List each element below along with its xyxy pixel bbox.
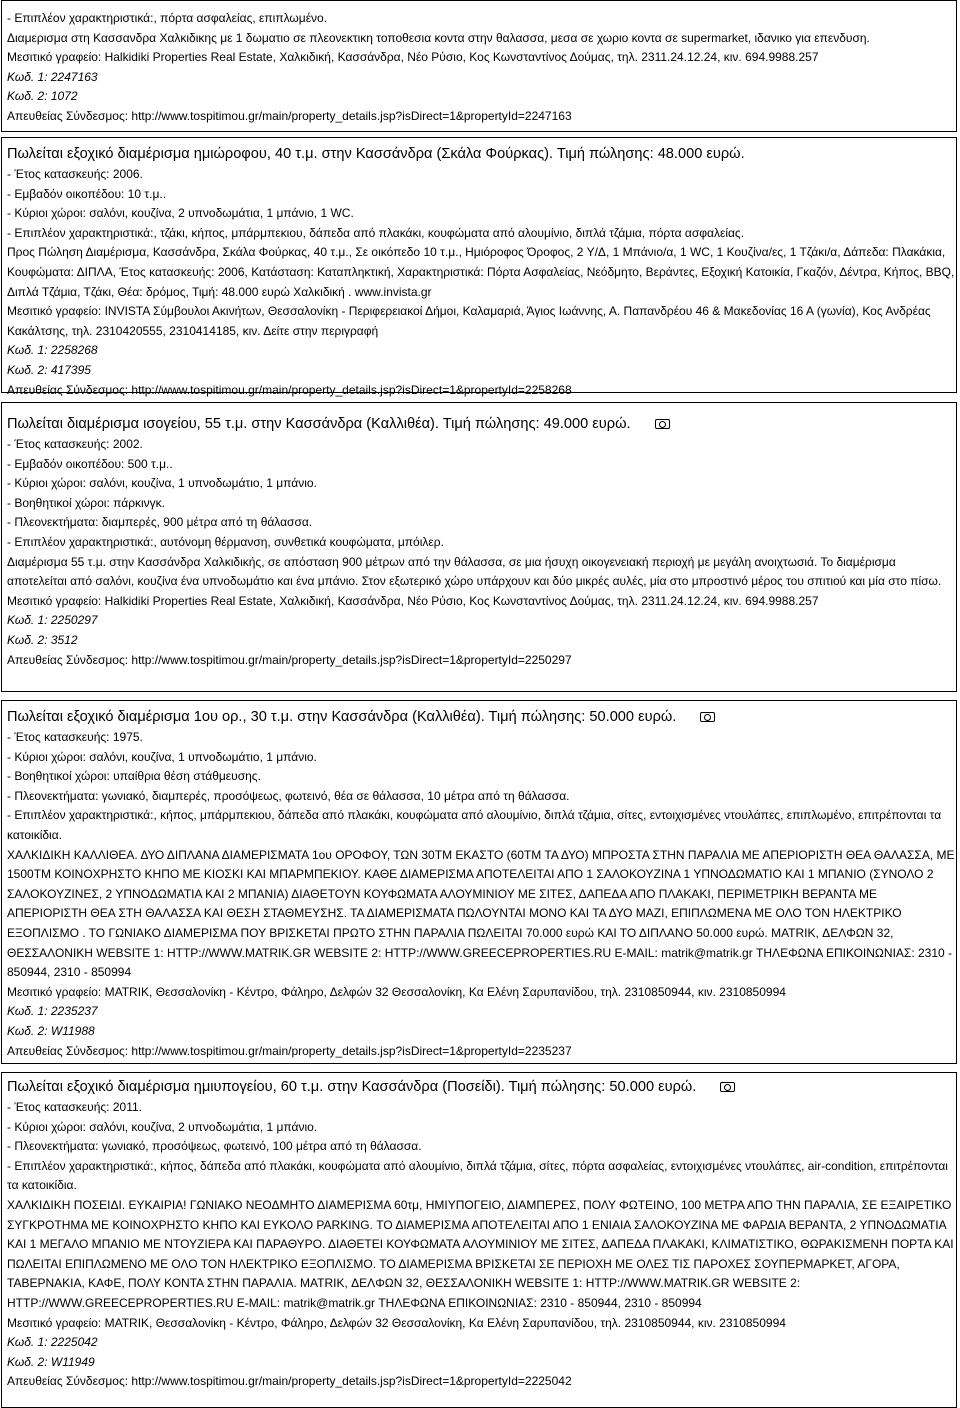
agency-info: Μεσιτικό γραφείο: Halkidiki Properties Real Estate, Χαλκιδική, Κασσάνδρα, Νέο Ρύσιο, Κος Κωνσταντίνος Δούμας, τηλ. 2311.24.12.24, κιν. 694.9988.257	[7, 593, 819, 608]
advantages: - Πλεονεκτήματα: διαμπερές, 900 μέτρα από τη θάλασσα.	[7, 515, 313, 530]
extra-features: - Επιπλέον χαρακτηριστικά:, κήπος, μπάρμπεκιου, δάπεδα από πλακάκι, κουφώματα από αλουμίνιο, διπλά τζάμια, σίτες, εντοιχισμένες ντουλάπες, επιπλωμένο, επιτρέπονται τα κατοικίδια.	[7, 808, 942, 842]
build-year: - Έτος κατασκευής: 2006.	[7, 167, 143, 181]
code-1: Κωδ. 1: 2247163	[7, 69, 98, 84]
auxiliary-rooms: - Βοηθητικοί χώροι: υπαίθρια θέση στάθμευσης.	[7, 769, 261, 784]
build-year: - Έτος κατασκευής: 2002.	[7, 437, 143, 451]
listing-description: ΧΑΛΚΙΔΙΚΗ ΠΟΣΕΙΔΙ. ΕΥΚΑΙΡΙΑ! ΓΩΝΙΑΚΟ ΝΕΟΔΜΗΤΟ ΔΙΑΜΕΡΙΣΜΑ 60τμ, ΗΜΙΥΠΟΓΕΙΟ, ΔΙΑΜΠΕΡΕΣ, ΠΟΛΥ ΦΩΤΕΙΝΟ, 100 ΜΕΤΡΑ ΑΠΟ ΤΗΝ ΠΑΡΑΛΙΑ, ΣΕ ΕΞΑΙΡΕΤΙΚΟ ΣΥΓΚΡΟΤΗΜΑ ΜΕ ΚΟΙΝΟΧΡΗΣΤΟ ΚΗΠΟ ΚΑΙ ΕΥΚΟΛΟ PARKING. ΤΟ ΔΙΑΜΕΡΙΣΜΑ ΑΠΟΤΕΛΕΙΤΑΙ ΑΠΟ 1 ΕΝΙΑΙΑ ΣΑΛΟΚΟΥΖΙΝΑ ΜΕ ΦΑΡΔΙΑ ΒΕΡΑΝΤΑ, 2 ΥΠΝΟΔΩΜΑΤΙΑ ΚΑΙ 1 ΜΕΓΑΛΟ ΜΠΑΝΙΟ ΜΕ ΝΤΟΥΖΙΕΡΑ ΚΑΙ ΠΑΡΑΘΥΡΟ. ΔΙΑΘΕΤΕΙ ΚΟΥΦΩΜΑΤΑ ΑΛΟΥΜΙΝΙΟΥ ΜΕ ΣΙΤΕΣ, ΔΑΠΕΔΑ ΠΛΑΚΑΚΙ, ΚΛΙΜΑΤΙΣΤΙΚΟ, ΘΩΡΑΚΙΣΜΕΝΗ ΠΟΡΤΑ ΚΑΙ ΠΩΛΕΙΤΑΙ ΕΠΙΠΛΩΜΕΝΟ ΜΕ ΟΛΟ ΤΟΝ ΗΛΕΚΤΡΙΚΟ ΕΞΟΠΛΙΣΜΟ. ΤΟ ΔΙΑΜΕΡΙΣΜΑ ΒΡΙΣΚΕΤΑΙ ΣΕ ΠΕΡΙΟΧΗ ΜΕ ΟΛΕΣ ΤΙΣ ΠΑΡΟΧΕΣ ΣΟΥΠΕΡΜΑΡΚΕΤ, ΑΓΟΡΑ, ΤΑΒΕΡΝΑΚΙΑ, ΚΑΦΕ, ΠΟΛΥ ΚΟΝΤΑ ΣΤΗΝ ΠΑΡΑΛΙΑ. MATRIK, ΔΕΛΦΩΝ 32, ΘΕΣΣΑΛΟΝΙΚΗ WEBSITE 1: HTTP://WWW.MATRIK.GR WEBSITE 2: HTTP://WWW.GREECEPROPERTIES.RU E-MAIL: matrik@matrik.gr ΤΗΛΕΦΩΝΑ ΕΠΙΚΟΙΝΩΝΙΑΣ: 2310 - 850944, 2310 - 850994	[7, 1197, 954, 1310]
extra-features: - Επιπλέον χαρακτηριστικά:, κήπος, δάπεδα από πλακάκι, κουφώματα από αλουμίνιο, διπλά τζάμια, σίτες, πόρτα ασφαλείας, εντοιχισμένες ντουλάπες, air-condition, επιτρέπονται τα κατοικίδια.	[7, 1158, 948, 1193]
listing-description: ΧΑΛΚΙΔΙΚΗ ΚΑΛΛΙΘΕΑ. ΔΥΟ ΔΙΠΛΑΝΑ ΔΙΑΜΕΡΙΣΜΑΤΑ 1ου ΟΡΟΦΟΥ, ΤΩΝ 30ΤΜ ΕΚΑΣΤΟ (60ΤΜ ΤΑ ΔΥΟ) ΜΠΡΟΣΤΑ ΣΤΗΝ ΠΑΡΑΛΙΑ ΜΕ ΑΠΕΡΙΟΡΙΣΤΗ ΘΕΑ ΘΑΛΑΣΣΑ, ΜΕ 1500ΤΜ ΚΟΙΝΟΧΡΗΣΤΟ ΚΗΠΟ ΜΕ ΚΙΟΣΚΙ ΚΑΙ ΜΠΑΡΜΠΕΚΙΟΥ. ΚΑΘΕ ΔΙΑΜΕΡΙΣΜΑ ΑΠΟΤΕΛΕΙΤΑΙ ΑΠΟ 1 ΣΑΛΟΚΟΥΖΙΝΑ 1 ΥΠΝΟΔΩΜΑΤΙΟ ΚΑΙ 1 ΜΠΑΝΙΟ (ΣΥΝΟΛΟ 2 ΣΑΛΟΚΟΥΖΙΝΕΣ, 2 ΥΠΝΟΔΩΜΑΤΙΑ ΚΑΙ 2 ΜΠΑΝΙΑ) ΔΙΑΘΕΤΟΥΝ ΚΟΥΦΩΜΑΤΑ ΑΛΟΥΜΙΝΙΟΥ ΜΕ ΣΙΤΕΣ, ΔΑΠΕΔΑ ΑΠΟ ΠΛΑΚΑΚΙ, ΠΕΡΙΜΕΤΡΙΚΗ ΒΕΡΑΝΤΑ ΜΕ ΑΠΕΡΙΟΡΙΣΤΗ ΘΕΑ ΣΤΗ ΘΑΛΑΣΣΑ ΚΑΙ ΘΕΣΗ ΣΤΑΘΜΕΥΣΗΣ. ΤΑ ΔΙΑΜΕΡΙΣΜΑΤΑ ΠΩΛΟΥΝΤΑΙ ΜΟΝΟ ΚΑΙ ΤΑ ΔΥΟ ΜΑΖΙ, ΕΠΙΠΛΩΜΕΝΑ ΜΕ ΟΛΟ ΤΟΝ ΗΛΕΚΤΡΙΚΟ ΕΞΟΠΛΙΣΜΟ . ΤΟ ΓΩΝΙΑΚΟ ΔΙΑΜΕΡΙΣΜΑ ΠΟΥ ΒΡΙΣΚΕΤΑΙ ΠΡΩΤΟ ΣΤΗΝ ΠΑΡΑΛΙΑ ΠΩΛΕΙΤΑΙ 70.000 ευρώ ΚΑΙ ΤΟ ΔΙΠΛΑΝΟ 50.000 ευρώ. MATRIK, ΔΕΛΦΩΝ 32, ΘΕΣΣΑΛΟΝΙΚΗ WEBSITE 1: HTTP://WWW.MATRIK.GR WEBSITE 2: HTTP://WWW.GREECEPROPERTIES.RU E-MAIL: matrik@matrik.gr ΤΗΛΕΦΩΝΑ ΕΠΙΚΟΙΝΩΝΙΑΣ: 2310 - 850944, 2310 - 850994	[7, 847, 955, 980]
code-1: Κωδ. 1: 2235237	[7, 1004, 98, 1019]
camera-icon[interactable]	[700, 712, 715, 722]
main-rooms: - Κύριοι χώροι: σαλόνι, κουζίνα, 1 υπνοδωμάτιο, 1 μπάνιο.	[7, 749, 317, 764]
code-2: Κωδ. 2: W11988	[7, 1023, 95, 1038]
listing-title-text: Πωλείται εξοχικό διαμέρισμα 1ου ορ., 30 τ.μ. στην Κασσάνδρα (Καλλιθέα). Τιμή πώλησης: 50.000 ευρώ.	[7, 709, 677, 725]
agency-info: Μεσιτικό γραφείο: INVISTA Σύμβουλοι Ακινήτων, Θεσσαλονίκη - Περιφερειακοί Δήμοι, Καλαμαριά, Άγιος Ιωάννης, Α. Παπανδρέου 46 & Μακεδονίας 16 Α (γωνία), Κος Ανδρέας Κακάλτσης, τηλ. 2310420555, 2310414185, κιν. Δείτε στην περιγραφή	[7, 304, 931, 338]
plot-area: - Εμβαδόν οικοπέδου: 10 τ.μ..	[7, 186, 167, 201]
listing-description: Προς Πώληση Διαμέρισμα, Κασσάνδρα, Σκάλα Φούρκας, 40 τ.μ., Σε οικόπεδο 10 τ.μ., Ημιόροφος Όροφος, 2 Υ/Δ, 1 Μπάνιο/α, 1 WC, 1 Κουζίνα/ες, 1 Τζάκι/α, Δάπεδα: Πλακάκια, Κουφώματα: ΔΙΠΛΑ, Έτος κατασκευής: 2006, Κατάσταση: Καταπληκτική, Χαρακτηριστικά: Πόρτα Ασφαλείας, Νεόδμητο, Βεράντες, Εξοχική Κατοικία, Γκαζόν, Δέντρα, Κήπος, BBQ, Διπλά Τζάμια, Τζάκι, Θέα: δρόμος, Τιμή: 48.000 ευρώ Χαλκιδική . www.invista.gr	[7, 245, 955, 299]
listing-title[interactable]	[7, 413, 956, 435]
listing-title[interactable]	[7, 706, 956, 728]
listing-title-text: Πωλείται διαμέρισμα ισογείου, 55 τ.μ. στην Κασσάνδρα (Καλλιθέα). Τιμή πώλησης: 49.000 ευρώ.	[7, 416, 631, 432]
code-2: Κωδ. 2: 417395	[7, 362, 91, 377]
listing-card	[1, 700, 957, 1064]
direct-link[interactable]: Απευθείας Σύνδεσμος: http://www.tospitimou.gr/main/property_details.jsp?isDirect=1&propertyId=2247163	[7, 108, 572, 123]
listing-title[interactable]: Πωλείται εξοχικό διαμέρισμα ημιώροφου, 40 τ.μ. στην Κασσάνδρα (Σκάλα Φούρκας). Τιμή πώλησης: 48.000 ευρώ.	[7, 146, 745, 162]
code-1: Κωδ. 1: 2258268	[7, 343, 98, 358]
listing-title[interactable]	[7, 1076, 956, 1098]
agency-line: Μεσιτικό γραφείο: Halkidiki Properties Real Estate, Χαλκιδική, Κασσάνδρα, Νέο Ρύσιο, Κος Κωνσταντίνος Δούμας, τηλ. 2311.24.12.24, κιν. 694.9988.257	[7, 50, 819, 65]
listing-description: Διαμέρισμα 55 τ.μ. στην Κασσάνδρα Χαλκιδικής, σε απόσταση 900 μέτρων από την θάλασσα, σε μια ήσυχη οικογενειακή περιοχή με μεγάλη ανοιχτωσιά. Το διαμέρισμα αποτελείται από σαλόνι, κουζίνα ένα υπνοδωμάτιο και ένα μπάνιο. Στον εξωτερικό χώρο υπάρχουν και δύο μικρές αυλές, μία στο μπροστινό μέρος του σπιτιού και μία στο πίσω.	[7, 554, 942, 589]
build-year: - Έτος κατασκευής: 2011.	[7, 1100, 142, 1114]
main-rooms: - Κύριοι χώροι: σαλόνι, κουζίνα, 1 υπνοδωμάτιο, 1 μπάνιο.	[7, 476, 317, 491]
listing-card	[1, 137, 957, 397]
listing-card	[1, 402, 957, 692]
build-year: - Έτος κατασκευής: 1975.	[7, 730, 143, 744]
advantages: - Πλεονεκτήματα: γωνιακό, προσόψεως, φωτεινό, 100 μέτρα από τη θάλασσα.	[7, 1139, 422, 1154]
direct-link[interactable]: Απευθείας Σύνδεσμος: http://www.tospitimou.gr/main/property_details.jsp?isDirect=1&propertyId=2250297	[7, 652, 572, 667]
code-2: Κωδ. 2: 3512	[7, 632, 78, 647]
camera-icon[interactable]	[720, 1082, 735, 1092]
code-1: Κωδ. 1: 2250297	[7, 613, 98, 628]
main-rooms: - Κύριοι χώροι: σαλόνι, κουζίνα, 2 υπνοδωμάτια, 1 μπάνιο.	[7, 1119, 318, 1134]
agency-info: Μεσιτικό γραφείο: MATRIK, Θεσσαλονίκη - Κέντρο, Φάληρο, Δελφών 32 Θεσσαλονίκη, Κα Ελένη Σαρυπανίδου, τηλ. 2310850944, κιν. 2310850994	[7, 1315, 786, 1330]
listing-card	[1, 1072, 957, 1408]
code-2: Κωδ. 2: W11949	[7, 1354, 95, 1369]
direct-link[interactable]: Απευθείας Σύνδεσμος: http://www.tospitimou.gr/main/property_details.jsp?isDirect=1&propertyId=2258268	[7, 382, 572, 397]
plot-area: - Εμβαδόν οικοπέδου: 500 τ.μ..	[7, 456, 173, 471]
agency-info: Μεσιτικό γραφείο: MATRIK, Θεσσαλονίκη - Κέντρο, Φάληρο, Δελφών 32 Θεσσαλονίκη, Κα Ελένη Σαρυπανίδου, τηλ. 2310850944, κιν. 2310850994	[7, 984, 786, 999]
code-1: Κωδ. 1: 2225042	[7, 1335, 98, 1350]
code-2: Κωδ. 2: 1072	[7, 89, 78, 104]
listing-card	[1, 0, 957, 132]
advantages: - Πλεονεκτήματα: γωνιακό, διαμπερές, προσόψεως, φωτεινό, θέα σε θάλασσα, 10 μέτρα από τη θάλασσα.	[7, 788, 570, 803]
description-line: Διαμερισμα στη Κασσανδρα Χαλκιδικης με 1 δωματιο σε πλεονεκτικη τοποθεσια κοντα στην θαλασσα, μεσα σε χωριο κοντα σε supermarket, ιδανικο για επενδυση.	[7, 30, 870, 45]
camera-icon[interactable]	[655, 419, 670, 429]
listing-title-text: Πωλείται εξοχικό διαμέρισμα ημιυπογείου, 60 τ.μ. στην Κασσάνδρα (Ποσείδι). Τιμή πώλησης: 50.000 ευρώ.	[7, 1079, 697, 1095]
extra-features: - Επιπλέον χαρακτηριστικά:, αυτόνομη θέρμανση, συνθετικά κουφώματα, μπόιλερ.	[7, 534, 444, 549]
direct-link[interactable]: Απευθείας Σύνδεσμος: http://www.tospitimou.gr/main/property_details.jsp?isDirect=1&propertyId=2225042	[7, 1374, 572, 1389]
extra-features: - Επιπλέον χαρακτηριστικά:, τζάκι, κήπος, μπάρμπεκιου, δάπεδα από πλακάκι, κουφώματα από αλουμίνιο, διπλά τζάμια, πόρτα ασφαλείας.	[7, 225, 745, 240]
direct-link[interactable]: Απευθείας Σύνδεσμος: http://www.tospitimou.gr/main/property_details.jsp?isDirect=1&propertyId=2235237	[7, 1043, 572, 1058]
main-rooms: - Κύριοι χώροι: σαλόνι, κουζίνα, 2 υπνοδωμάτια, 1 μπάνιο, 1 WC.	[7, 206, 354, 221]
features-line: - Επιπλέον χαρακτηριστικά:, πόρτα ασφαλείας, επιπλωμένο.	[7, 11, 328, 25]
auxiliary-rooms: - Βοηθητικοί χώροι: πάρκινγκ.	[7, 495, 166, 510]
